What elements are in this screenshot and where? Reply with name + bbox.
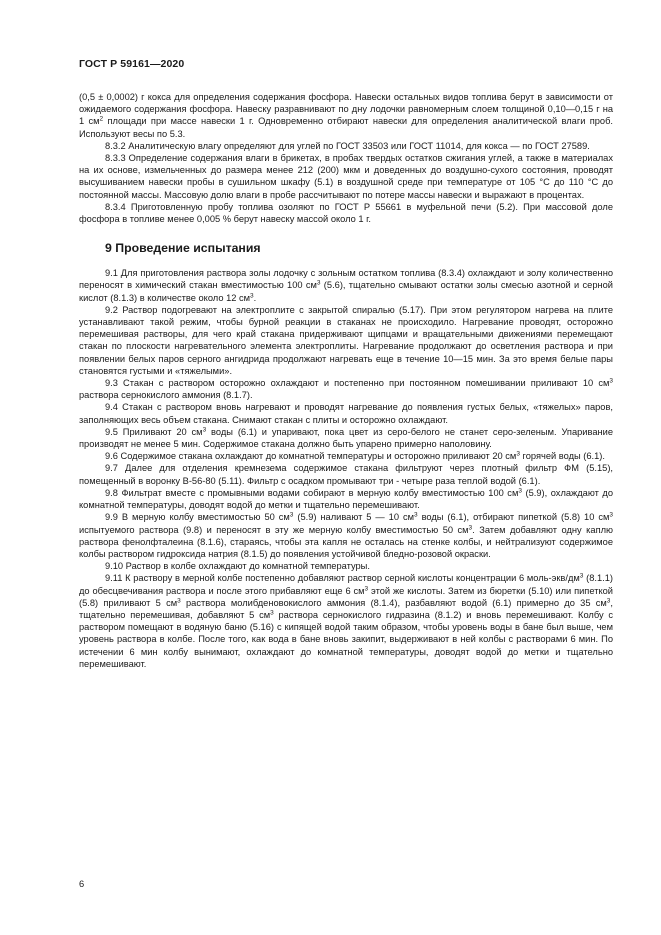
paragraph [79, 304, 613, 377]
superscript: 3 [468, 524, 473, 531]
paragraph-text: 9.10 Раствор в колбе охлаждают до комнатной температуры. [105, 561, 370, 572]
paragraph-text: испытуемого раствора (9.8) и переносят в эту же мерную колбу вместимостью 50 см [79, 524, 469, 535]
paragraph-text: площади при массе навески 1 г. Одновременно отбирают навески для определения аналитической влаги проб. Используют весы по 5.3. [79, 116, 613, 139]
paragraph [79, 462, 613, 486]
superscript: 3 [202, 426, 207, 434]
paragraph-text: 9.2 Раствор подогревают на электроплите с закрытой спиралью (5.17). При этом регулятором нагрева на плите устанавливают такой режим, чтобы бурной реакции в стаканах не происходило. Нагревание проводят, осторожно перемешивая растворы, для чего край стакана придерживают щипцами и вращательными движениями перемещают стакан по плоскости нагревательного элемента электроплиты. Нагревание продолжают до осветления раствора и при появлении белых паров серного ангидрида продолжают нагревать еще в течение 10—15 мин. За это время белые пары становятся густыми и «тяжелыми». [79, 304, 613, 376]
paragraph-text: (0,5 ± 0,0002) г кокса для определения содержания фосфора. Навески остальных видов топлива берут в зависимости от ожидаемого содержания фосфора. Навеску разравнивают по дну лодочки равномерным слоем толщиной 0,10—0,15 г на 1 см [79, 92, 613, 127]
paragraph-text: 9.7 Далее для отделения кремнезема содержимое стакана фильтруют через плотный фильтр ФМ (5.15), помещенный в воронку В-56-80 (5.11). Фильтр с осадком промывают три - четыре раза теплой водой (6.1). [79, 463, 613, 486]
paragraph [79, 487, 613, 511]
paragraph-text: 8.3.3 Определение содержания влаги в брикетах, в пробах твердых остатков сжигания углей, а также в материалах на их основе, измельченных до размера менее 212 (200) мкм и доведенных до воздушно-сухого состояния, проводят высушиванием навески пробы в сушильном шкафу (5.1) в воздушной среде при температуре от 105 °С до 110 °С до постоянной массы. Массовую долю влаги в пробе рассчитывают по потере массы навески и выражают в процентах. [79, 153, 613, 200]
paragraph-text: . Затем добавляют одну каплю раствора фенолфталеина (8.1.6), стараясь, чтобы эта капля не осталась на стенке колбы, и нейтрализуют содержимое колбы раствором гидроксида натрия (8.1.5) до появления устойчивой бледно-розовой окраски. [79, 524, 613, 559]
superscript: 3 [516, 450, 520, 458]
paragraph-text: воды (6.1) и упаривают, пока цвет из серо-белого не станет серо-зеленым. Упаривание производят не менее 5 мин. Содержимое стакана должно быть упарено примерно наполовину. [79, 426, 614, 450]
paragraph-text: 9.5 Приливают 20 см [105, 426, 203, 437]
paragraph-text: (5.6), тщательно смывают остатки золы смесью азотной и серной кислот (8.1.3) в количестве около 12 см [79, 280, 614, 303]
paragraph-text: (5.9), охлаждают до комнатной температуры, доводят водой до метки и тщательно перемешивают. [79, 487, 613, 511]
superscript: 3 [177, 597, 181, 605]
paragraph-text: 9.3 Стакан с раствором осторожно охлаждают и постепенно при постоянном помешивании приливают 10 см [105, 378, 610, 389]
paragraph [79, 152, 613, 201]
paragraph-text: 9.8 Фильтрат вместе с промывными водами собирают в мерную колбу вместимостью 100 см [105, 487, 519, 498]
paragraph-text: воды (6.1), отбирают пипеткой (5.8) 10 см [417, 512, 610, 523]
paragraph [79, 511, 613, 560]
paragraph [79, 267, 613, 304]
superscript: 3 [316, 279, 321, 287]
section-heading: 9 Проведение испытания [105, 241, 261, 256]
paragraph [79, 140, 613, 152]
superscript: 3 [364, 585, 369, 593]
paragraph-text: (8.1.1) до обесцвечивания раствора и после этого прибавляют еще 6 см [79, 573, 613, 596]
superscript: 3 [579, 572, 584, 580]
paragraph [79, 91, 613, 140]
paragraph [79, 572, 613, 670]
paragraph [79, 201, 613, 225]
paragraph-text: , тщательно перемешивая, добавляют 5 см [79, 597, 613, 620]
paragraph [79, 450, 613, 462]
paragraph-text: 8.3.4 Приготовленную пробу топлива озоляют по ГОСТ Р 55661 в муфельной печи (5.2). При массовой доле фосфора в топливе менее 0,005 % берут навеску массой около 1 г. [79, 201, 613, 225]
superscript: 3 [606, 597, 611, 605]
paragraph-text: горячей воды (6.1). [519, 451, 605, 462]
superscript: 3 [414, 511, 418, 519]
page-number: 6 [79, 879, 85, 889]
superscript: 3 [289, 511, 294, 519]
paragraph [79, 560, 613, 572]
paragraph-text: 9.6 Содержимое стакана охлаждают до комнатной температуры и осторожно приливают 20 см [105, 451, 517, 462]
paragraph [79, 377, 613, 401]
paragraph-text: 9.1 Для приготовления раствора золы лодочку с зольным остатком топлива (8.3.4) охлаждают и золу количественно переносят в химический стакан вместимостью 100 см [79, 268, 613, 291]
paragraph-text: раствора молибденовокислого аммония (8.1.4), разбавляют водой (6.1) примерно до 35 см [180, 597, 607, 608]
paragraph-text: 8.3.2 Аналитическую влагу определяют для углей по ГОСТ 33503 или ГОСТ 11014, для кокса — по ГОСТ 27589. [105, 140, 590, 151]
intro-paragraphs [79, 91, 613, 225]
paragraph-text: раствора сернокислого аммония (8.1.7). [79, 390, 253, 401]
paragraph-text: этой же кислоты. Затем из бюретки (5.10) или пипеткой (5.8) приливают 5 см [79, 585, 613, 608]
page-header-title: ГОСТ Р 59161—2020 [79, 58, 185, 70]
section-paragraphs [79, 267, 613, 670]
superscript: 3 [250, 292, 254, 300]
paragraph [79, 401, 613, 425]
paragraph-text: . [253, 292, 257, 303]
superscript: 3 [518, 487, 522, 495]
superscript: 3 [270, 609, 274, 617]
page-body [79, 91, 613, 670]
paragraph-text: (5.9) наливают 5 — 10 см [293, 512, 414, 523]
paragraph-text: раствора сернокислого гидразина (8.1.2) и вновь перемешивают. Колбу с раствором помещают в водяную баню (5.16) с кипящей водой таким образом, чтобы уровень воды в бане был выше, чем уровень раствора в колбе. После того, как вода в бане вновь закипит, выдерживают в ней колбы с растворами 6 мин. По истечении 6 мин колбу вынимают, охлаждают до комнатной температуры, доводят водой до метки и тщательно перемешивают. [79, 609, 613, 669]
superscript: 3 [609, 377, 613, 385]
paragraph-text: 9.9 В мерную колбу вместимостью 50 см [105, 512, 290, 523]
paragraph-text: 9.11 К раствору в мерной колбе постепенно добавляют раствор серной кислоты концентрации 6 моль-экв/дм [105, 573, 580, 584]
paragraph-text: 9.4 Стакан с раствором вновь нагревают и проводят нагревание до появления густых белых, «тяжелых» паров, заполняющих весь объем стакана. Снимают стакан с плиты и осторожно охлаждают. [79, 402, 613, 425]
paragraph [79, 426, 613, 450]
superscript: 3 [609, 511, 613, 519]
superscript: 2 [99, 115, 104, 123]
